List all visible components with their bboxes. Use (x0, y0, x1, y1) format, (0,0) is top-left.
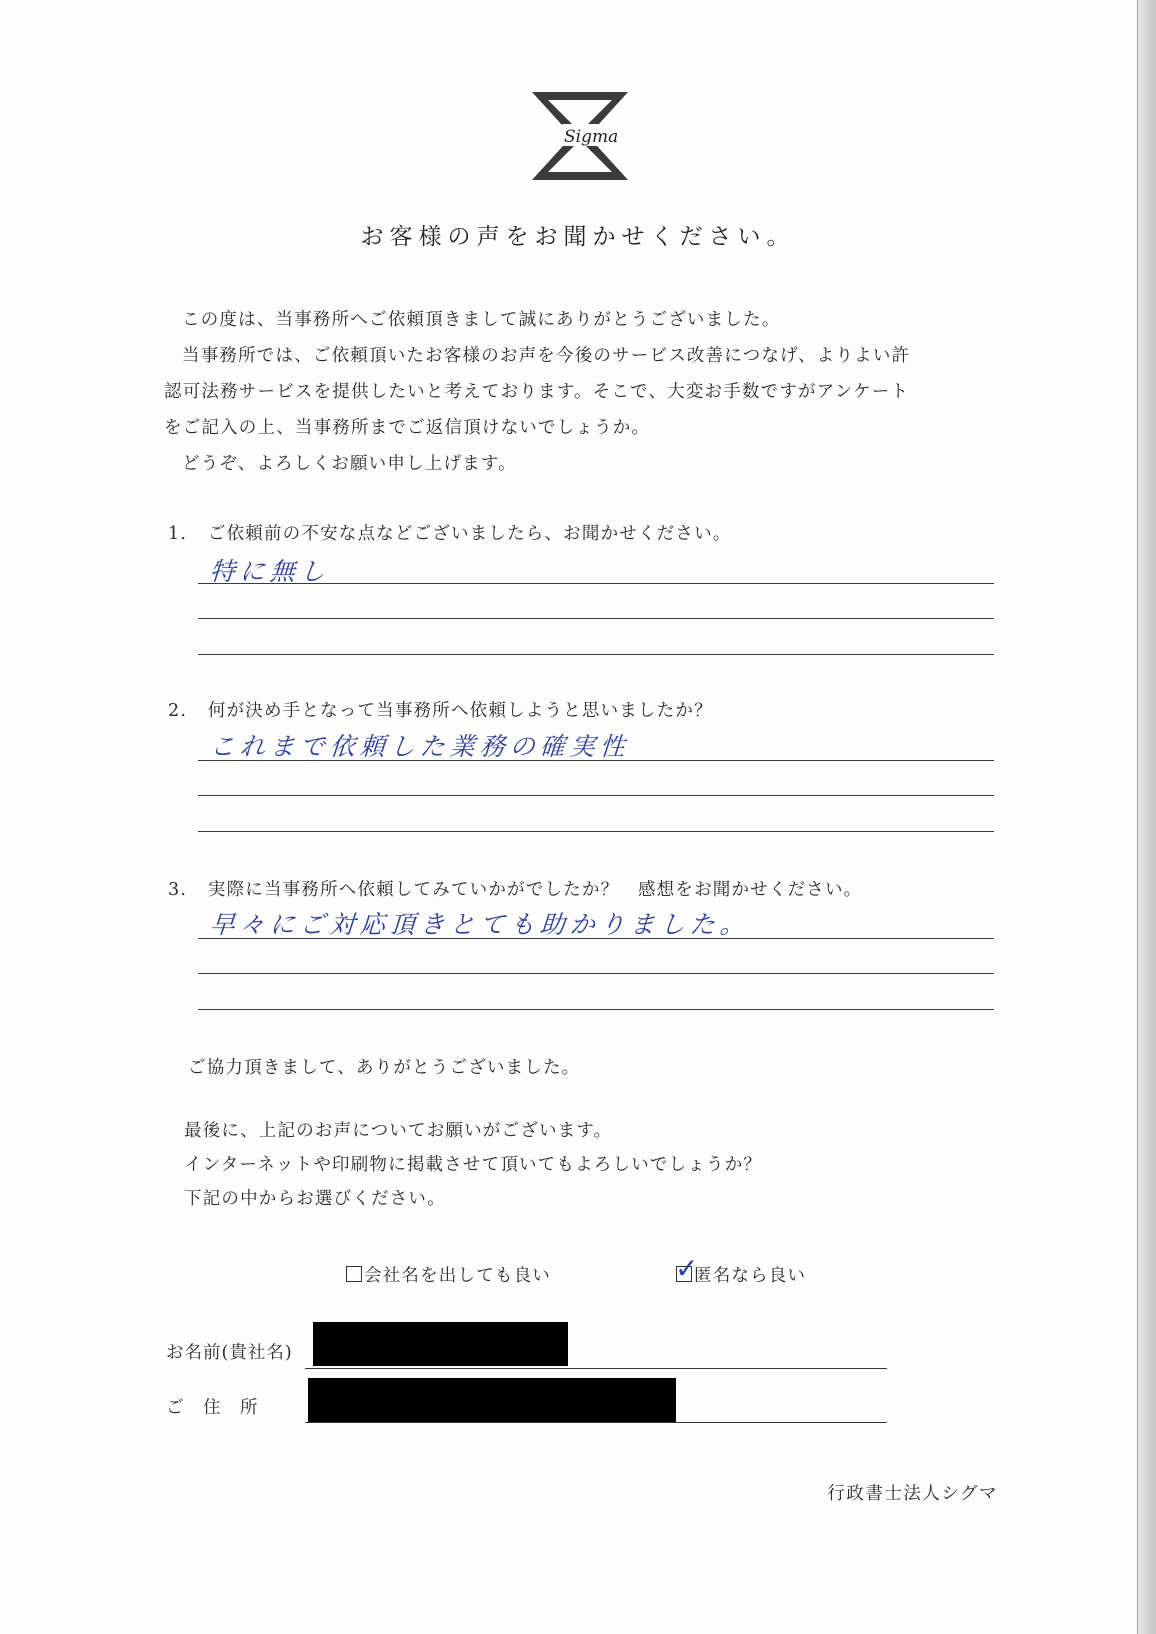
address-label: ご 住 所 (166, 1398, 259, 1418)
request-line: インターネットや印刷物に掲載させて頂いてもよろしいでしょうか？ (184, 1155, 763, 1175)
request-line: 下記の中からお選びください。 (184, 1189, 446, 1209)
question-2 (168, 697, 713, 722)
answer-2: これまで依頼した業務の確実性 (208, 732, 631, 761)
answer-3: 早々にご対応頂きとても助かりました。 (208, 910, 751, 939)
answer-line (198, 583, 994, 584)
page-title: お客様の声をお聞かせください。 (360, 224, 796, 250)
question-1 (168, 520, 731, 545)
redacted-name (313, 1322, 568, 1366)
answer-line (198, 618, 994, 619)
option-anonymous[interactable] (675, 1252, 807, 1287)
question-number: 3. (168, 880, 188, 900)
option-label: 匿名なら良い (694, 1266, 807, 1286)
option-label: 会社名を出しても良い (364, 1266, 551, 1286)
question-text: 何が決め手となって当事務所へ依頼しようと思いましたか？ (207, 701, 713, 721)
checkbox[interactable] (675, 1252, 700, 1285)
answer-line (198, 760, 994, 761)
intro-line: この度は、当事務所へご依頼頂きまして誠にありがとうございました。 (182, 310, 781, 330)
answer-line (198, 654, 994, 655)
intro-text (164, 302, 1002, 482)
check-mark-icon: ✓ (675, 1252, 700, 1285)
intro-line: 認可法務サービスを提供したいと考えております。そこで、大変お手数ですがアンケート (164, 382, 910, 402)
sigma-logo-icon (530, 90, 630, 182)
question-3 (168, 876, 862, 901)
address-field-line[interactable] (305, 1422, 887, 1423)
name-field-line[interactable] (305, 1368, 887, 1369)
company-signature: 行政書士法人シグマ (827, 1484, 998, 1504)
checkbox[interactable] (346, 1266, 362, 1282)
intro-line: 当事務所では、ご依頼頂いたお客様のお声を今後のサービス改善につなげ、よりよい許 (182, 346, 911, 366)
question-text: ご依頼前の不安な点などございましたら、お聞かせください。 (207, 524, 732, 544)
svg-text:Sigma: Sigma (564, 127, 619, 147)
answer-line (198, 795, 994, 796)
question-number: 1. (168, 524, 188, 544)
thanks-text: ご協力頂きまして、ありがとうございました。 (188, 1058, 581, 1078)
answer-line (198, 938, 994, 939)
answer-1: 特に無し (208, 557, 331, 586)
answer-line (198, 973, 994, 974)
intro-line: をご記入の上、当事務所までご返信頂けないでしょうか。 (164, 418, 651, 438)
question-number: 2. (168, 701, 188, 721)
question-text: 実際に当事務所へ依頼してみていかがでしたか？ 感想をお聞かせください。 (207, 880, 863, 900)
name-label: お名前(貴社名) (166, 1343, 293, 1363)
redacted-address (308, 1378, 676, 1422)
request-line: 最後に、上記のお声についてお願いがございます。 (184, 1121, 613, 1141)
answer-line (198, 831, 994, 832)
publication-request (184, 1114, 762, 1216)
intro-line: どうぞ、よろしくお願い申し上げます。 (182, 454, 517, 474)
option-company-name[interactable] (346, 1262, 551, 1287)
answer-line (198, 1009, 994, 1010)
